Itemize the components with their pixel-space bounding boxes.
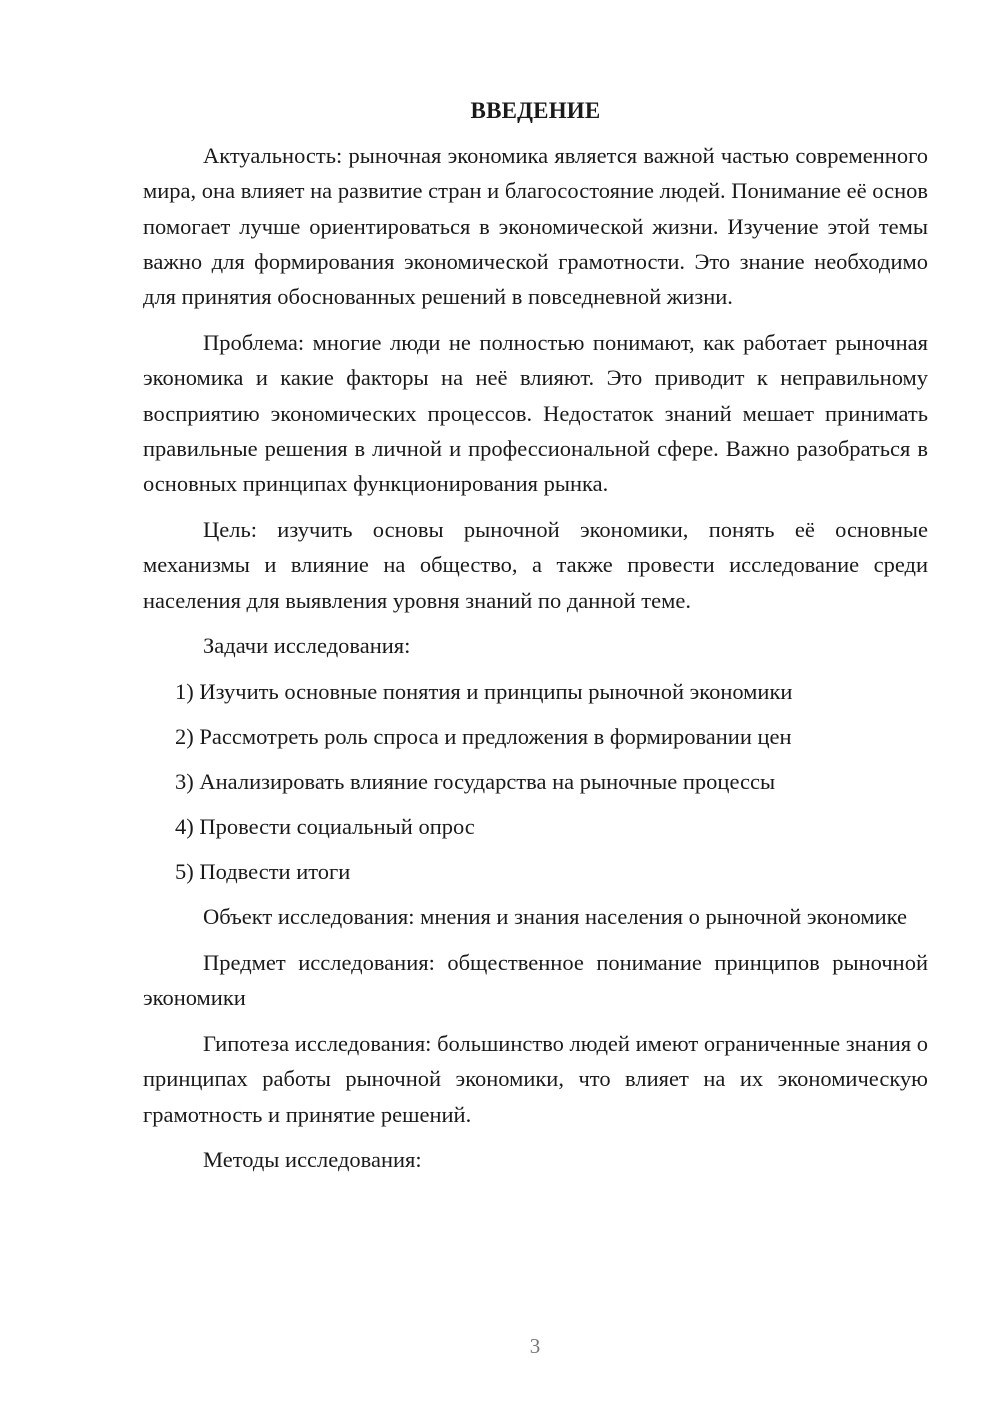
document-page <box>143 96 928 1188</box>
paragraph-subject: Предмет исследования: общественное понимание принципов рыночной экономики <box>143 949 928 1011</box>
page-number: 3 <box>529 1334 541 1358</box>
tasks-heading: Задачи исследования: <box>203 633 411 659</box>
list-item: 4) Провести социальный опрос <box>175 814 475 840</box>
paragraph-goal: Цель: изучить основы рыночной экономики, понять её основные механизмы и влияние на общество, а также провести исследование среди населения для выявления уровня знаний по данной теме. <box>143 516 928 613</box>
page-title: ВВЕДЕНИЕ <box>470 98 601 123</box>
paragraph-problem: Проблема: многие люди не полностью понимают, как работает рыночная экономика и какие факторы на неё влияют. Это приводит к неправильному восприятию экономических процессов. Недостаток знаний мешает принимать правильные решения в личной и профессиональной сфере. Важно разобраться в основных принципах функционирования рынка. <box>143 329 928 497</box>
paragraph-object: Объект исследования: мнения и знания населения о рыночной экономике <box>203 904 908 930</box>
list-item: 5) Подвести итоги <box>175 859 351 885</box>
list-item: 1) Изучить основные понятия и принципы рыночной экономики <box>175 679 793 705</box>
list-item: 2) Рассмотреть роль спроса и предложения в формировании цен <box>175 724 792 750</box>
paragraph-hypothesis: Гипотеза исследования: большинство людей имеют ограниченные знания о принципах работы рыночной экономики, что влияет на их экономическую грамотность и принятие решений. <box>143 1030 928 1127</box>
tasks-list <box>143 674 928 889</box>
paragraph-relevance: Актуальность: рыночная экономика является важной частью современного мира, она влияет на развитие стран и благосостояние людей. Понимание её основ помогает лучше ориентироваться в экономической жизни. Изучение этой темы важно для формирования экономической грамотности. Это знание необходимо для принятия обоснованных решений в повседневной жизни. <box>143 143 928 310</box>
list-item: 3) Анализировать влияние государства на рыночные процессы <box>175 769 776 795</box>
methods-heading: Методы исследования: <box>203 1147 422 1173</box>
